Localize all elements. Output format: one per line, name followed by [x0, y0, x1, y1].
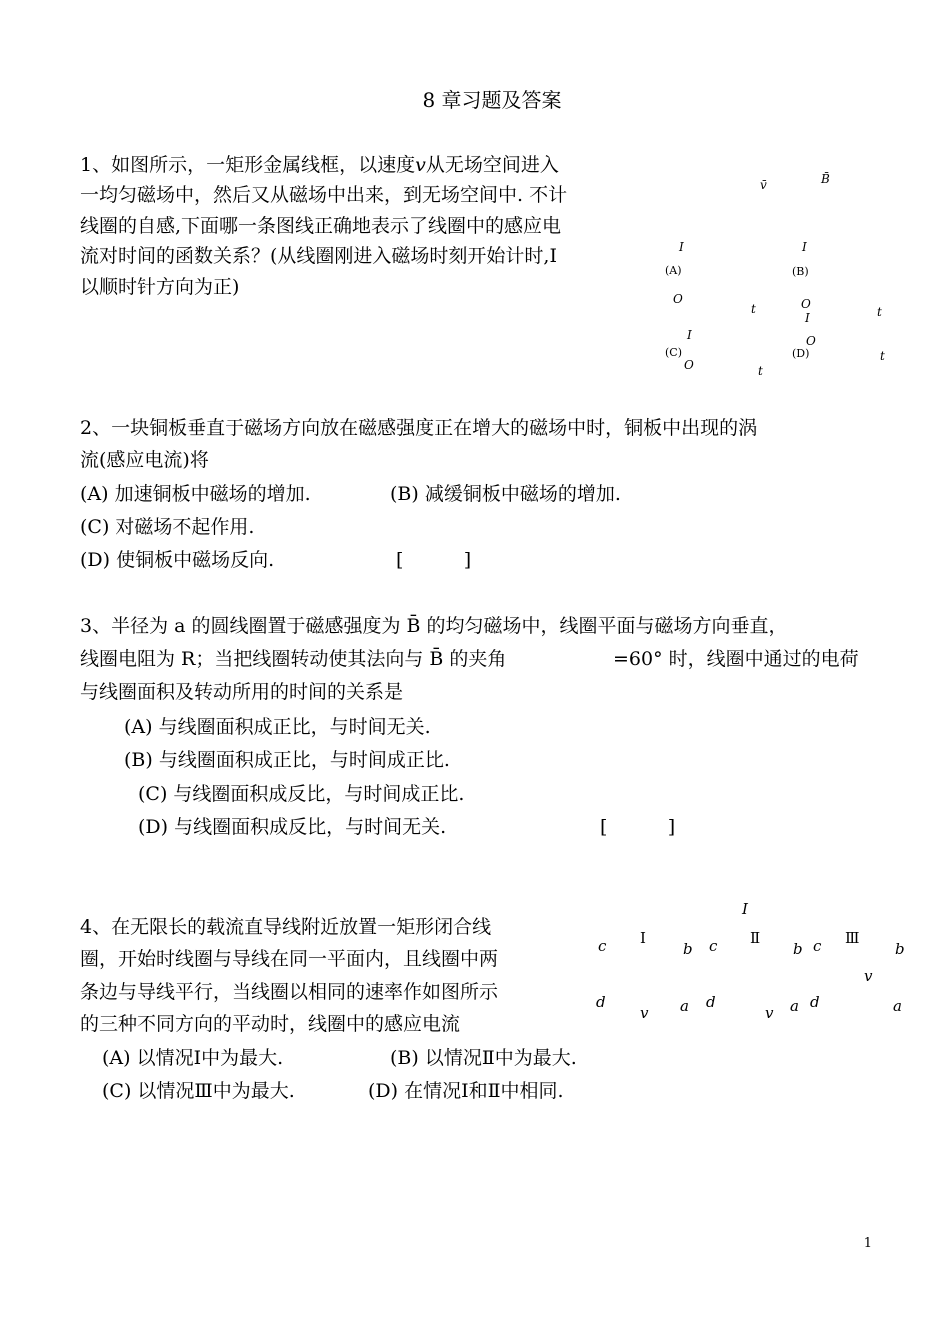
case-2-corner-b: b	[793, 940, 803, 958]
case-3-corner-c: c	[813, 937, 822, 955]
question-3-option-c: (C) 与线圈面积成反比，与时间成正比.	[138, 783, 465, 805]
question-2-answer-bracket[interactable]: [ ]	[396, 549, 472, 571]
question-3-option-a: (A) 与线圈面积成正比，与时间无关.	[124, 716, 431, 738]
case-2-velocity: v	[765, 1004, 774, 1022]
case-2-corner-d: d	[706, 993, 716, 1011]
case-2-label: Ⅱ	[750, 929, 761, 947]
case-2-corner-c: c	[709, 937, 718, 955]
question-2-line: 流(感应电流)将	[80, 449, 209, 471]
question-3-option-d: (D) 与线圈面积成反比，与时间无关.	[138, 816, 447, 838]
case-2-corner-a: a	[790, 997, 799, 1015]
graph-a-origin: O	[673, 292, 683, 306]
question-4-line: 4、在无限长的载流直导线附近放置一矩形闭合线	[80, 916, 492, 938]
question-2-line: 2、一块铜板垂直于磁场方向放在磁感强度正在增大的磁场中时，铜板中出现的涡	[80, 417, 758, 439]
question-2-option-a: (A) 加速铜板中磁场的增加.	[80, 483, 311, 505]
graph-c-label: (C)	[665, 346, 682, 359]
question-4-option-d: (D) 在情况Ⅰ和Ⅱ中相同.	[368, 1080, 564, 1102]
question-3-option-b: (B) 与线圈面积成正比，与时间成正比.	[124, 749, 450, 771]
graph-a-axis-t: t	[751, 302, 756, 316]
graph-d-origin: O	[806, 334, 816, 348]
graph-c-axis-i: I	[687, 328, 692, 342]
question-4-option-c: (C) 以情况Ⅲ中为最大.	[102, 1080, 295, 1102]
case-1-corner-a: a	[680, 997, 689, 1015]
question-3-answer-bracket[interactable]: [ ]	[600, 816, 676, 838]
question-1-line: 线圈的自感,下面哪一条图线正确地表示了线圈中的感应电	[80, 215, 562, 237]
graph-c-origin: O	[684, 358, 694, 372]
question-3-line: 线圈电阻为 R；当把线圈转动使其法向与 B̄ 的夹角	[80, 648, 507, 670]
current-label: I	[742, 900, 748, 918]
question-1-line: 流对时间的函数关系？(从线圈刚进入磁场时刻开始计时,I	[80, 245, 557, 267]
question-4-option-b: (B) 以情况Ⅱ中为最大.	[390, 1047, 577, 1069]
question-2-option-b: (B) 减缓铜板中磁场的增加.	[390, 483, 621, 505]
question-4-line: 条边与导线平行，当线圈以相同的速率作如图所示	[80, 981, 499, 1003]
question-2-option-c: (C) 对磁场不起作用.	[80, 516, 255, 538]
velocity-label: v̄	[760, 178, 767, 192]
graph-b-axis-i: I	[802, 240, 807, 254]
graph-d-axis-i: I	[805, 311, 810, 325]
question-3-line: 3、半径为 a 的圆线圈置于磁感强度为 B̄ 的均匀磁场中，线圈平面与磁场方向垂直，	[80, 615, 788, 637]
case-1-corner-b: b	[683, 940, 693, 958]
case-3-corner-a: a	[893, 997, 902, 1015]
graph-a-label: (A)	[665, 264, 682, 277]
question-1-line: 1、如图所示，一矩形金属线框，以速度𝑣从无场空间进入	[80, 154, 559, 176]
graph-d-axis-t: t	[880, 349, 885, 363]
field-label: B̄	[821, 172, 830, 186]
case-3-velocity: v	[864, 967, 873, 985]
case-1-velocity: v	[640, 1004, 649, 1022]
graph-b-label: (B)	[792, 265, 809, 278]
question-1-line: 一均匀磁场中，然后又从磁场中出来，到无场空间中. 不计	[80, 184, 568, 206]
question-4-line: 的三种不同方向的平动时，线圈中的感应电流	[80, 1013, 461, 1035]
question-4-line: 圈，开始时线圈与导线在同一平面内，且线圈中两	[80, 948, 499, 970]
page-title: 8 章习题及答案	[422, 88, 562, 112]
graph-a-axis-i: I	[679, 240, 684, 254]
case-1-corner-c: c	[598, 937, 607, 955]
case-3-corner-b: b	[895, 940, 905, 958]
case-1-corner-d: d	[596, 993, 606, 1011]
graph-b-origin: O	[801, 297, 811, 311]
question-3-line: =60° 时，线圈中通过的电荷	[613, 648, 859, 670]
page-number: 1	[863, 1236, 872, 1251]
case-3-corner-d: d	[810, 993, 820, 1011]
question-4-option-a: (A) 以情况Ⅰ中为最大.	[102, 1047, 284, 1069]
graph-c-axis-t: t	[758, 364, 763, 378]
case-3-label: Ⅲ	[845, 929, 860, 947]
question-2-option-d: (D) 使铜板中磁场反向.	[80, 549, 275, 571]
graph-d-label: (D)	[792, 347, 810, 360]
case-1-label: Ⅰ	[640, 929, 646, 947]
graph-b-axis-t: t	[877, 305, 882, 319]
question-1-line: 以顺时针方向为正)	[80, 276, 240, 298]
question-3-line: 与线圈面积及转动所用的时间的关系是	[80, 681, 404, 703]
